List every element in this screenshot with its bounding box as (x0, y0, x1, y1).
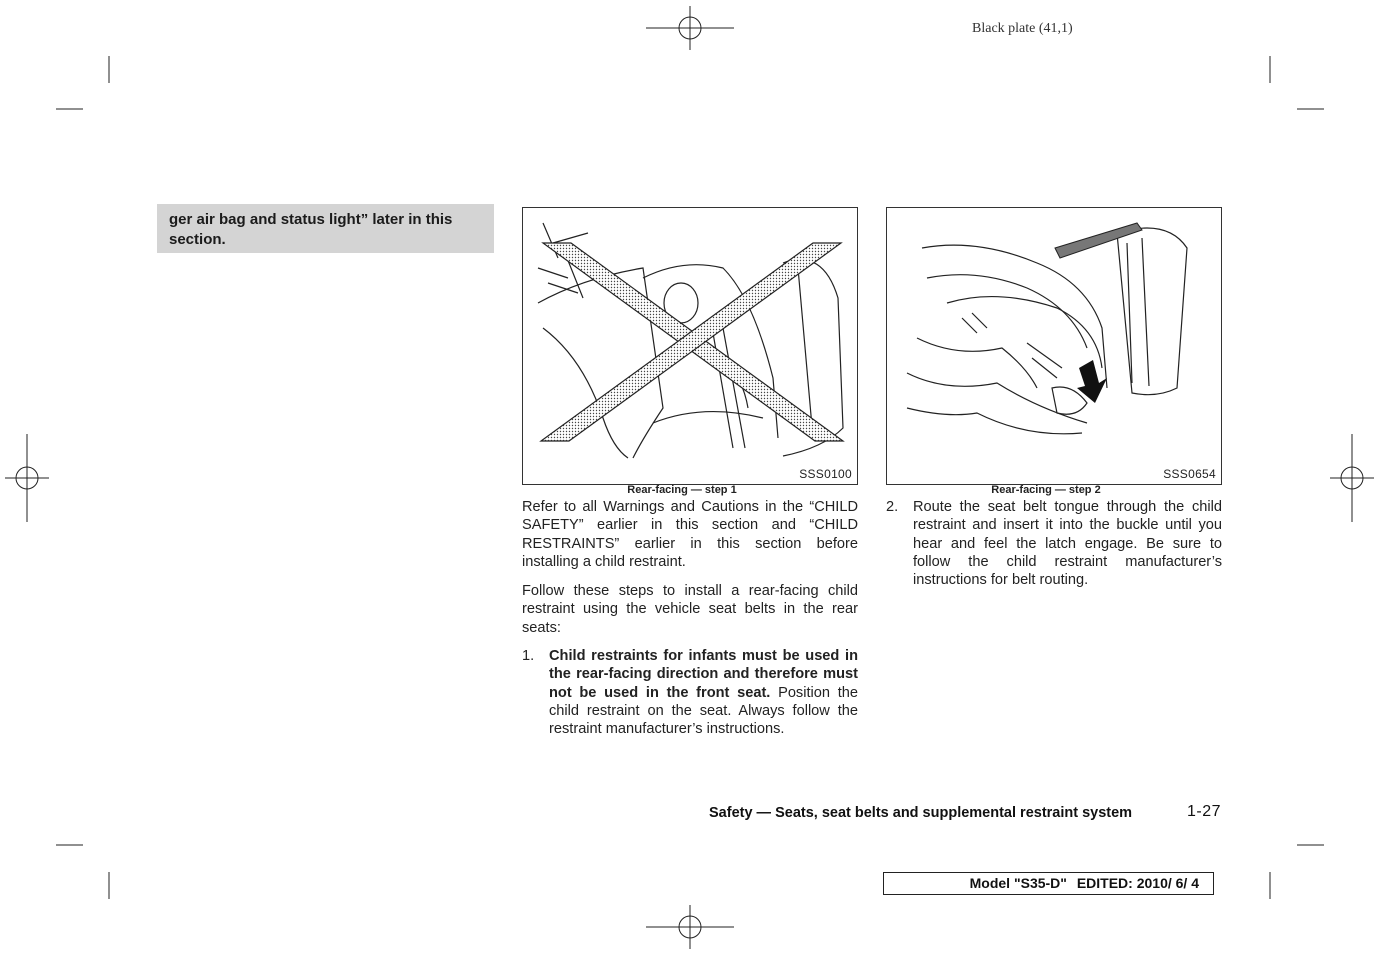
child-seat-prohibited-illustration (523, 208, 859, 486)
registration-mark-right (1330, 434, 1374, 522)
model-edit-stamp (883, 872, 1214, 895)
model-label: Model (969, 875, 1011, 891)
step1-number: 1. (522, 648, 535, 664)
step2-text: Route the seat belt tongue through the child restraint and insert it into the buckle until you hear and feel the latch engage. Be sure to follow the child restraint manufacturer’s instructions for belt routing. (913, 499, 1222, 589)
figure-code: SSS0654 (1163, 467, 1216, 481)
step1-instruction: Position the child restraint on the seat. Always follow the restraint manufacturer’s instructions. (549, 684, 858, 738)
continued-text: ger air bag and status light” later in this section. (169, 211, 453, 248)
steps-intro-paragraph: Follow these steps to install a rear-facing child restraint using the vehicle seat belts in the rear seats: (522, 583, 858, 636)
intro-paragraph: Refer to all Warnings and Cautions in the “CHILD SAFETY” earlier in this section and “CHILD RESTRAINTS” earlier in this section before installing a child restraint. (522, 499, 858, 570)
figure-caption-step2: Rear-facing — step 2 (991, 484, 1101, 496)
step2-number: 2. (886, 499, 899, 515)
registration-mark-top (646, 6, 734, 50)
step1-warning: Child restraints for infants must be used in the rear-facing direction and therefore must not be used in the front seat. (549, 648, 858, 701)
figure-step2 (886, 207, 1222, 485)
figure-caption-step1: Rear-facing — step 1 (627, 484, 737, 496)
continued-text-box (157, 204, 494, 253)
buckle-latch-illustration (887, 208, 1223, 486)
registration-mark-bottom (646, 905, 734, 949)
section-title: Safety — Seats, seat belts and supplemental restraint system (709, 805, 1133, 821)
plate-label: Black plate (41,1) (972, 21, 1073, 36)
step1-text (549, 647, 858, 738)
edited-date: EDITED: 2010/ 6/ 4 (1076, 875, 1199, 891)
page-number: 1-27 (1187, 803, 1222, 820)
registration-mark-left (5, 434, 49, 522)
model-code: "S35-D" (1013, 875, 1067, 891)
figure-step1 (522, 207, 858, 485)
figure-code: SSS0100 (799, 467, 852, 481)
